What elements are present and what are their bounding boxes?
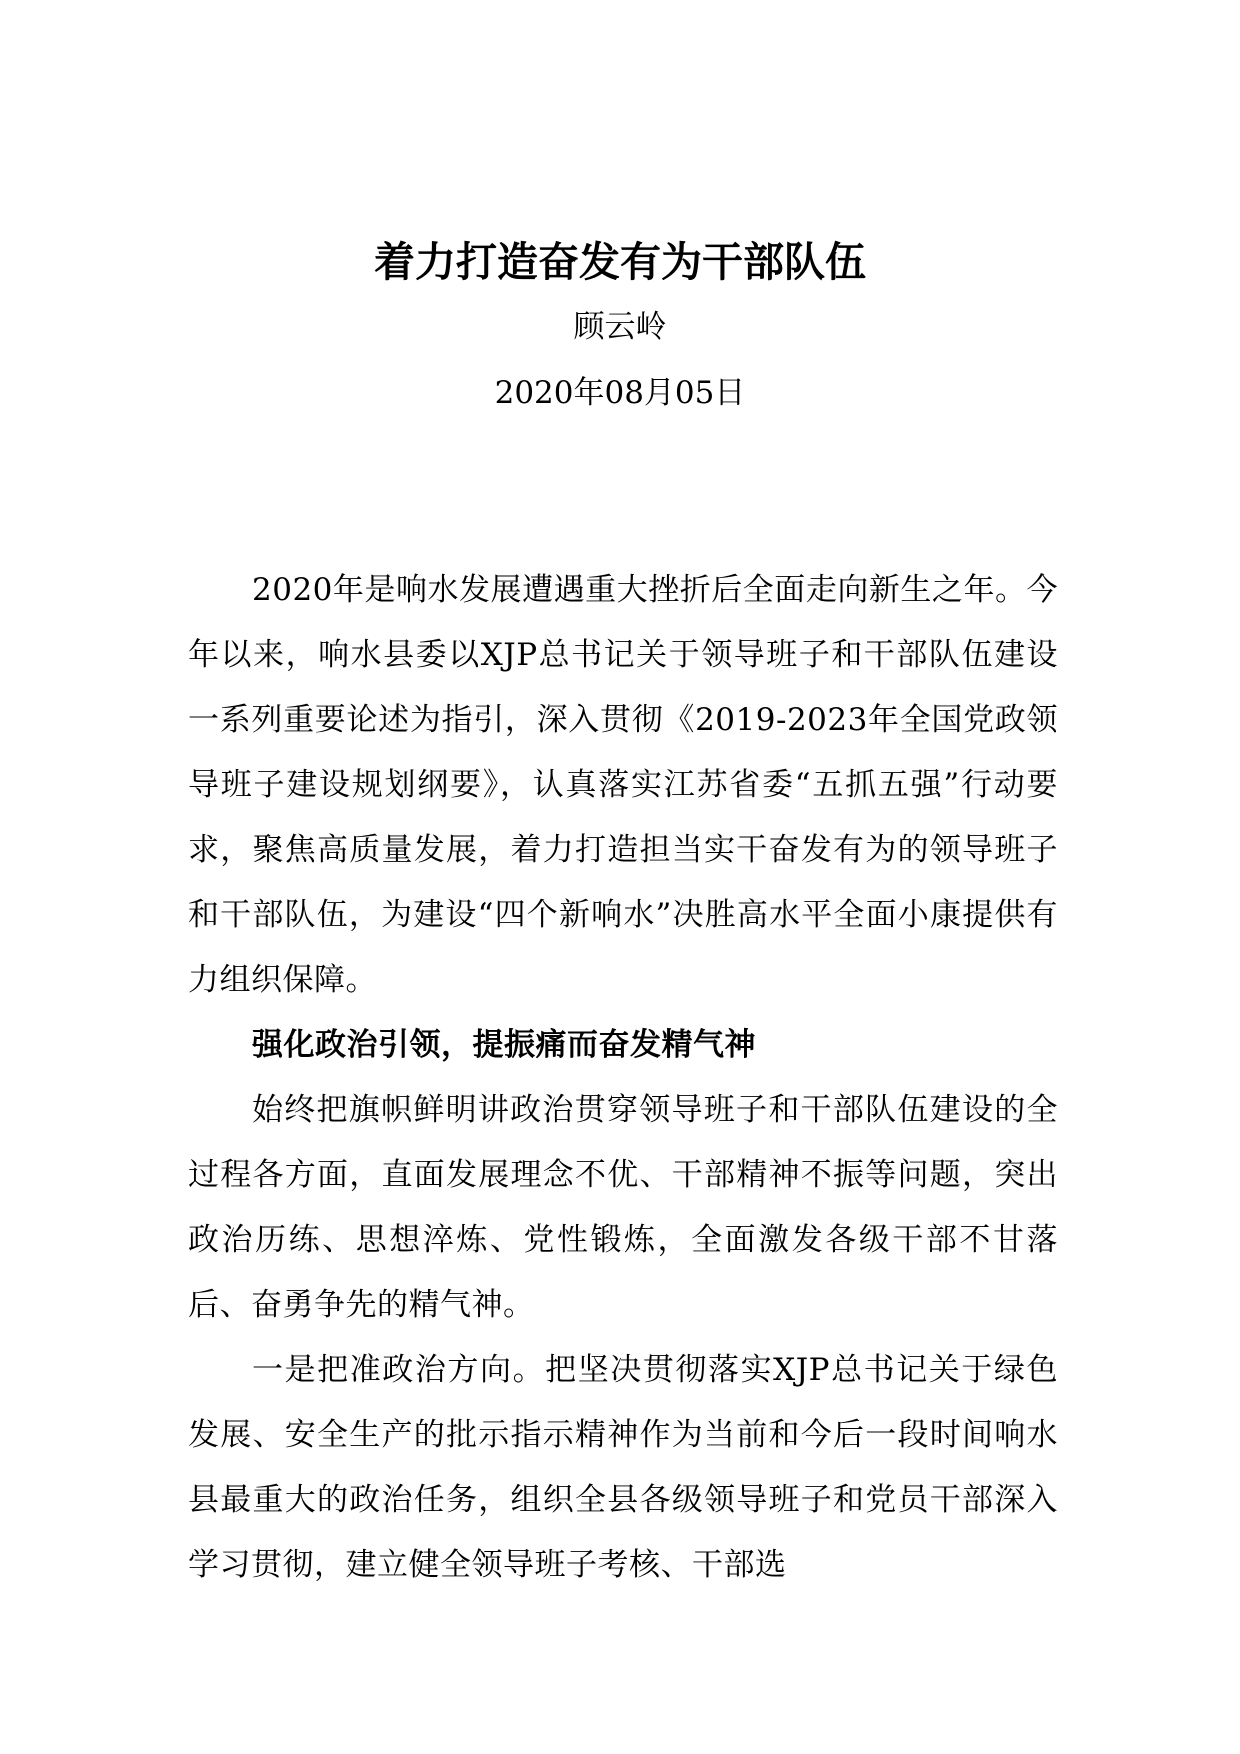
- paragraph-point-one: 一是把准政治方向。把坚决贯彻落实XJP总书记关于绿色发展、安全生产的批示指示精神作为当前和今后一段时间响水县最重大的政治任务，组织全县各级领导班子和党员干部深入学习贯彻，建立健全领导班子考核、干部选: [188, 1352, 1058, 1583]
- article-title: 着力打造奋发有为干部队伍: [374, 238, 866, 286]
- paragraph-intro: 2020年是响水发展遭遇重大挫折后全面走向新生之年。今年以来，响水县委以XJP总书记关于领导班子和干部队伍建设一系列重要论述为指引，深入贯彻《2019-2023年全国党政领导班子建设规划纲要》，认真落实江苏省委“五抓五强”行动要求，聚焦高质量发展，着力打造担当实干奋发有为的领导班子和干部队伍，为建设“四个新响水”决胜高水平全面小康提供有力组织保障。: [188, 572, 1058, 998]
- section-heading: 强化政治引领，提振痛而奋发精气神: [252, 1027, 756, 1063]
- article-date: 2020年08月05日: [494, 375, 746, 411]
- article-author: 顾云岭: [573, 309, 667, 345]
- article-body: [188, 558, 1058, 1598]
- paragraph-section-intro: 始终把旗帜鲜明讲政治贯穿领导班子和干部队伍建设的全过程各方面，直面发展理念不优、干部精神不振等问题，突出政治历练、思想淬炼、党性锻炼，全面激发各级干部不甘落后、奋勇争先的精气神。: [188, 1092, 1058, 1323]
